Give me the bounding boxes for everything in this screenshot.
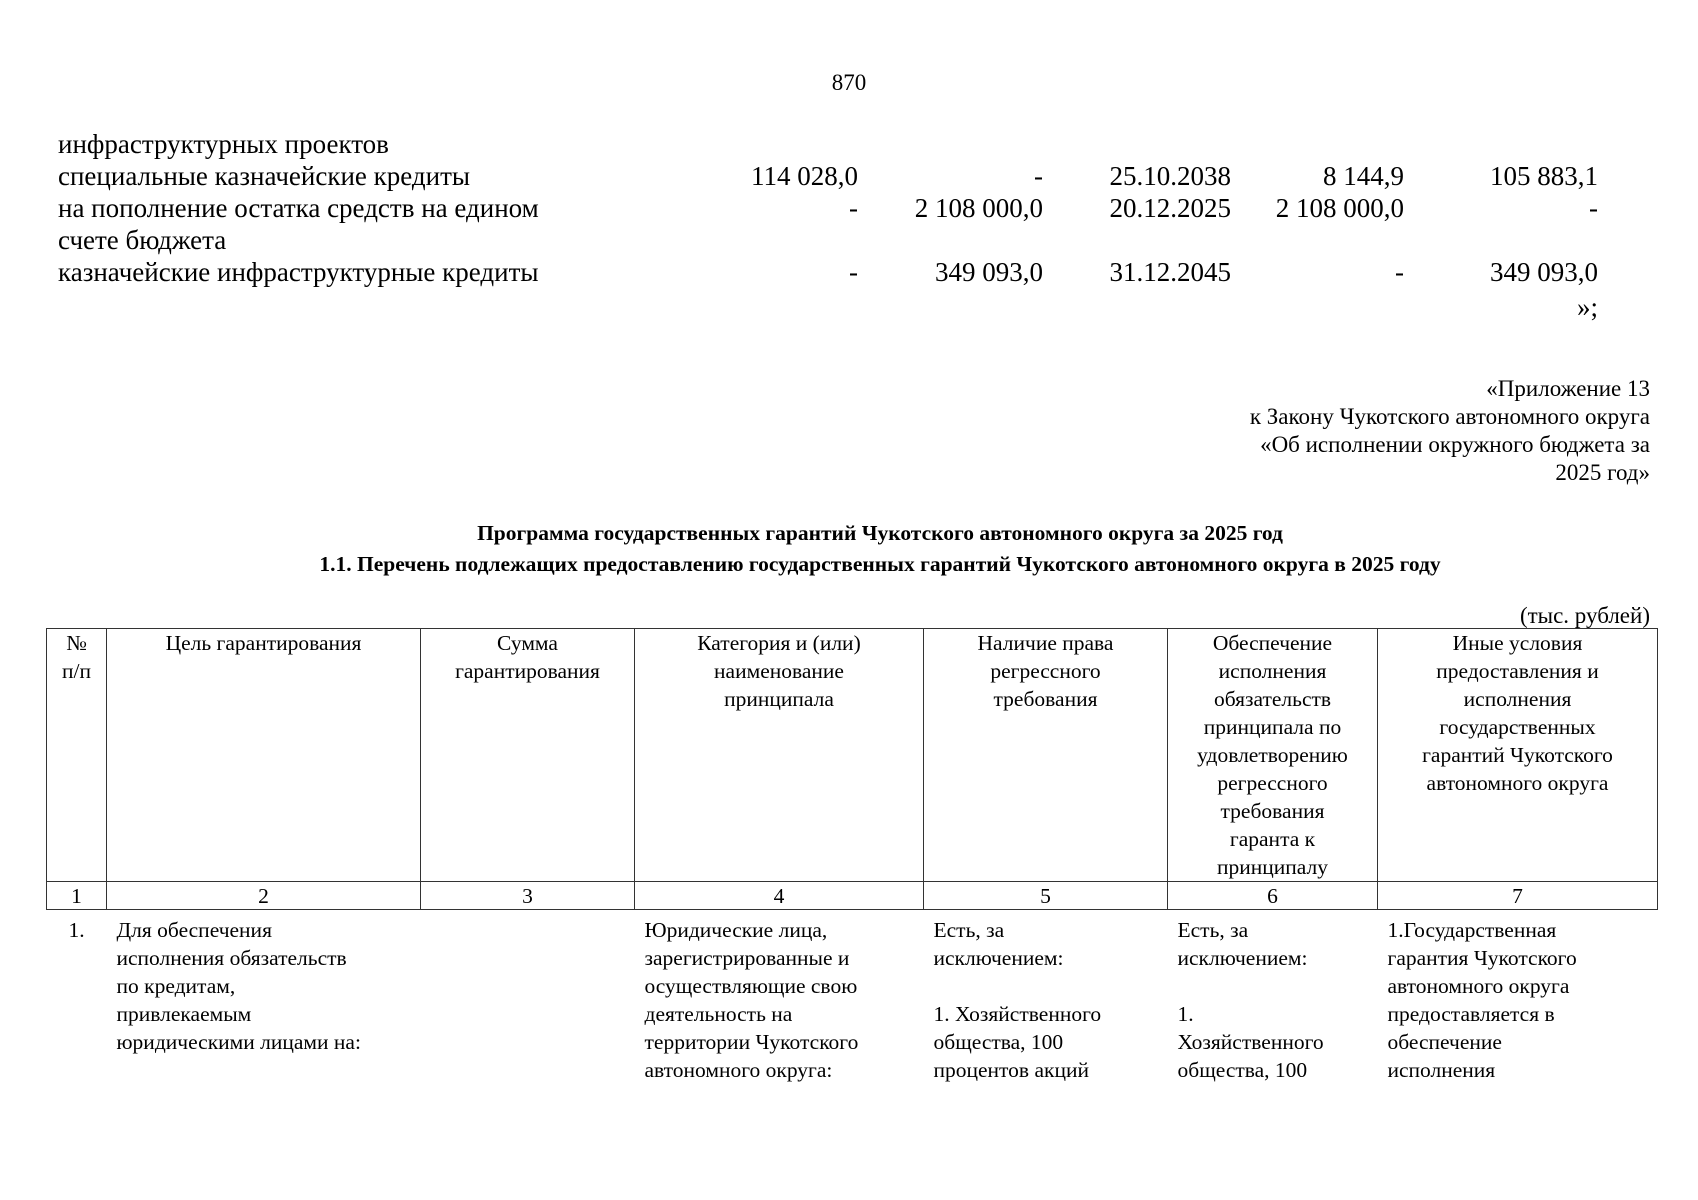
principal-category: Юридические лица, зарегистрированные и осуществляющие свою деятельность на территории Чукотского автономного округа: (644, 918, 859, 1082)
closing-quote: »; (1576, 292, 1598, 322)
cell-value: 8 144,9 (1323, 161, 1404, 191)
cell-value: - (1034, 161, 1043, 191)
header-number: № п/п (47, 629, 107, 882)
column-number: 3 (421, 882, 635, 910)
table-row (58, 192, 1598, 256)
list-subtitle: 1.1. Перечень подлежащих предоставлению государственных гарантий Чукотского автономного округа в 2025 году (319, 552, 1441, 576)
cell-value: - (849, 257, 858, 287)
cell-value: - (1589, 193, 1598, 223)
guarantee-goal: Для обеспечения исполнения обязательств по кредитам, привлекаемым юридическими лицами на: (116, 918, 361, 1054)
column-number: 7 (1378, 882, 1658, 910)
cell-date: 20.12.2025 (1109, 193, 1231, 223)
cell-value: 114 028,0 (751, 161, 858, 191)
credits-continuation-table (58, 128, 1598, 288)
column-number: 6 (1168, 882, 1378, 910)
other-conditions: 1.Государственная гарантия Чукотского автономного округа предоставляется в обеспечение исполнения (1387, 918, 1577, 1082)
document-titles (0, 518, 1698, 580)
column-number: 1 (47, 882, 107, 910)
program-title: Программа государственных гарантий Чукотского автономного округа за 2025 год (477, 521, 1283, 545)
header-regress-right: Наличие права регрессного требования (924, 629, 1168, 882)
appendix-line: 2025 год» (1555, 460, 1650, 485)
cell-value: 349 093,0 (935, 257, 1043, 287)
header-security: Обеспечение исполнения обязательств принципала по удовлетворению регрессного требования гаранта к принципалу (1168, 629, 1378, 882)
header-other-conditions: Иные условия предоставления и исполнения государственных гарантий Чукотского автономного округа (1378, 629, 1658, 882)
appendix-line: «Приложение 13 (1486, 376, 1650, 401)
column-number: 5 (924, 882, 1168, 910)
appendix-reference (1250, 375, 1650, 487)
regress-security: Есть, за исключением: 1. Хозяйственного общества, 100 (1177, 918, 1324, 1082)
page-number: 870 (831, 70, 867, 95)
column-number: 4 (635, 882, 924, 910)
cell-value: 349 093,0 (1490, 257, 1598, 287)
cell-value: 2 108 000,0 (914, 193, 1043, 223)
cell-value: - (1395, 257, 1404, 287)
cell-value: 2 108 000,0 (1275, 193, 1404, 223)
row-label: специальные казначейские кредиты (58, 161, 471, 191)
header-goal: Цель гарантирования (107, 629, 421, 882)
table-row (58, 160, 1598, 192)
table-header-row (47, 629, 1658, 882)
row-label: казначейские инфраструктурные кредиты (58, 257, 539, 287)
column-number-row (47, 882, 1658, 910)
row-label: на пополнение остатка средств на едином счете бюджета (58, 193, 539, 255)
column-number: 2 (107, 882, 421, 910)
table-row (58, 128, 1598, 160)
cell-date: 25.10.2038 (1109, 161, 1231, 191)
table-row (58, 256, 1598, 288)
cell-date: 31.12.2045 (1109, 257, 1231, 287)
appendix-line: к Закону Чукотского автономного округа (1249, 404, 1650, 429)
cell-value: - (849, 193, 858, 223)
guarantee-amount (421, 916, 635, 1084)
regress-right: Есть, за исключением: 1. Хозяйственного общества, 100 процентов акций (933, 918, 1102, 1082)
row-label: инфраструктурных проектов (58, 129, 389, 159)
table-row (47, 916, 1658, 1084)
guarantees-table (46, 628, 1658, 1084)
units-label: (тыс. рублей) (1519, 603, 1650, 628)
appendix-line: «Об исполнении окружного бюджета за (1260, 432, 1650, 457)
header-principal-category: Категория и (или) наименование принципала (635, 629, 924, 882)
cell-value: 105 883,1 (1490, 161, 1598, 191)
header-amount: Сумма гарантирования (421, 629, 635, 882)
row-number: 1. (68, 918, 85, 942)
